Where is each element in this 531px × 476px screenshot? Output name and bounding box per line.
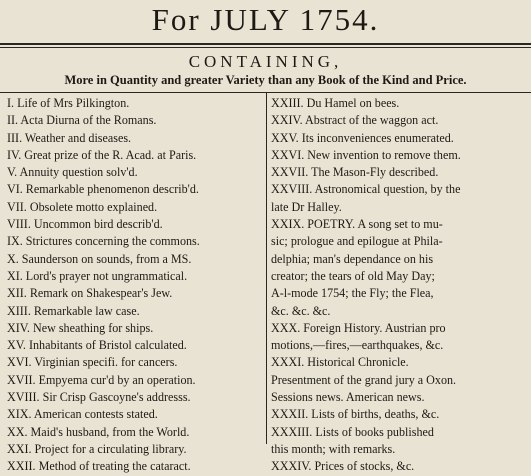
list-item: VI. Remarkable phenomenon describ'd.: [7, 182, 199, 197]
list-item-continuation: Presentment of the grand jury a Oxon.: [271, 372, 457, 387]
list-item: XXIX. POETRY. A song set to mu-: [271, 217, 443, 232]
list-item: XXXI. Historical Chronicle.: [271, 355, 409, 370]
page-title: For JULY 1754.: [151, 2, 380, 37]
list-item: II. Acta Diurna of the Romans.: [7, 113, 157, 128]
list-item: III. Weather and diseases.: [7, 130, 132, 145]
list-item: XXXIV. Prices of stocks, &c.: [271, 459, 415, 474]
list-item: XXII. Method of treating the cataract.: [7, 459, 191, 474]
list-item: XXIII. Du Hamel on bees.: [271, 96, 400, 110]
list-item: XVI. Virginian specifi. for cancers.: [7, 355, 178, 370]
list-item: VIII. Uncommon bird describ'd.: [7, 217, 163, 232]
list-item: X. Saunderson on sounds, from a MS.: [7, 251, 192, 266]
list-item: V. Annuity question solv'd.: [7, 165, 138, 180]
list-item: XVII. Empyema cur'd by an operation.: [7, 372, 196, 387]
list-item: XIV. New sheathing for ships.: [7, 320, 154, 335]
list-item-continuation: this month; with remarks.: [271, 441, 396, 456]
list-item-continuation: delphia; man's dependance on his: [271, 251, 434, 266]
list-item: XXV. Its inconveniences enumerated.: [271, 130, 454, 145]
list-item: XXVI. New invention to remove them.: [271, 147, 461, 162]
list-item: IX. Strictures concerning the commons.: [7, 234, 200, 249]
subtitle: More in Quantity and greater Variety than any Book of the Kind and Price.: [64, 73, 467, 87]
list-item: XVIII. Sir Crisp Gascoyne's addresss.: [7, 390, 191, 405]
top-rule: [0, 43, 531, 45]
list-item: XII. Remark on Shakespear's Jew.: [7, 286, 173, 301]
list-item-continuation: sic; prologue and epilogue at Phila-: [271, 234, 443, 249]
list-item: XXXIII. Lists of books published: [271, 424, 434, 439]
list-item: XXIV. Abstract of the waggon act.: [271, 113, 439, 128]
list-item: XIX. American contests stated.: [7, 407, 158, 422]
list-item: XXVIII. Astronomical question, by the: [271, 182, 461, 197]
list-item-continuation: A-l-mode 1754; the Fly; the Flea,: [271, 286, 434, 301]
list-item: IV. Great prize of the R. Acad. at Paris.: [7, 147, 197, 162]
top-rule-thin: [0, 47, 531, 48]
contents-right-column: [271, 95, 529, 476]
list-item: VII. Obsolete motto explained.: [7, 199, 158, 214]
list-item: XXX. Foreign History. Austrian pro: [271, 320, 446, 335]
column-divider: [266, 93, 267, 444]
list-item: XV. Inhabitants of Bristol calculated.: [7, 338, 187, 353]
list-item: XIII. Remarkable law case.: [7, 303, 140, 318]
list-item-continuation: motions,—fires,—earthquakes, &c.: [271, 338, 444, 353]
list-item-continuation: late Dr Halley.: [271, 199, 342, 214]
list-item-continuation: Sessions news. American news.: [271, 390, 425, 405]
list-item: XXVII. The Mason-Fly described.: [271, 165, 439, 180]
list-item: XXI. Project for a circulating library.: [7, 441, 187, 456]
list-item: XXXII. Lists of births, deaths, &c.: [271, 407, 440, 422]
list-item-continuation: creator; the tears of old May Day;: [271, 268, 435, 283]
list-item-continuation: &c. &c. &c.: [271, 303, 331, 318]
containing-heading: CONTAINING,: [188, 52, 343, 71]
list-item: XX. Maid's husband, from the World.: [7, 424, 190, 439]
contents-left-column: [7, 95, 263, 476]
list-item: XI. Lord's prayer not ungrammatical.: [7, 268, 188, 283]
list-item: I. Life of Mrs Pilkington.: [7, 96, 130, 110]
